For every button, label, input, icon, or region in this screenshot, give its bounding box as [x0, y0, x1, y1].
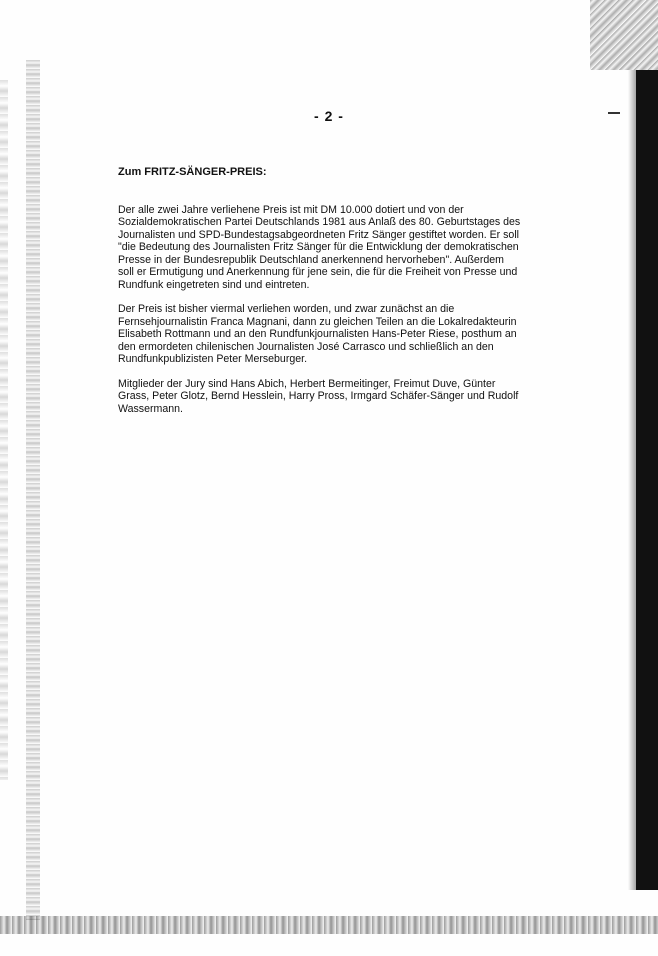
paragraph-prize-description [118, 204, 558, 292]
text-line: Rundfunk eingetreten sind und eintreten. [118, 278, 310, 291]
text-line: "die Bedeutung des Journalisten Fritz Sänger für die Entwicklung der demokratischen [118, 241, 519, 253]
text-line: soll er Ermutigung und Anerkennung für jene sein, die für die Freiheit von Presse und [118, 266, 518, 278]
text-line: Rundfunkpublizisten Peter Merseburger. [118, 353, 308, 365]
text-line: Der Preis ist bisher viermal verliehen worden, und zwar zunächst an die [118, 303, 455, 315]
text-line: Der alle zwei Jahre verliehene Preis ist mit DM 10.000 dotiert und von der [118, 203, 464, 216]
page-number: - 2 - [314, 108, 344, 124]
text-line: Sozialdemokratischen Partei Deutschlands 1981 aus Anlaß des 80. Geburtstages des [118, 216, 521, 228]
text-line: Presse in der Bundesrepublik Deutschland anerkennend hervorheben". Außerdem [118, 253, 504, 266]
scan-noise-left-outer [0, 80, 8, 780]
text-line: Elisabeth Rottmann und an den Rundfunkjournalisten Hans-Peter Riese, posthum an [118, 328, 517, 340]
text-line: den ermordeten chilenischen Journalisten José Carrasco und schließlich an den [118, 340, 494, 353]
text-line: Wassermann. [118, 402, 183, 415]
document-body [118, 166, 558, 427]
text-line: Journalisten und SPD-Bundestagsabgeordneten Fritz Sänger gestiftet worden. Er soll [118, 228, 520, 241]
scan-noise-corner [590, 0, 658, 70]
text-line: Mitglieder der Jury sind Hans Abich, Herbert Bermeitinger, Freimut Duve, Günter [118, 377, 496, 390]
scan-border-right [636, 70, 658, 890]
scan-shadow-right [628, 70, 636, 890]
paragraph-jury-members [118, 378, 558, 416]
text-line: Fernsehjournalistin Franca Magnani, dann zu gleichen Teilen an die Lokalredakteurin [118, 315, 517, 328]
text-line: Grass, Peter Glotz, Bernd Hesslein, Harry Pross, Irmgard Schäfer-Sänger und Rudolf [118, 390, 519, 402]
scan-noise-left [26, 60, 40, 920]
section-heading: Zum FRITZ-SÄNGER-PREIS: [118, 166, 267, 178]
paragraph-prize-winners [118, 303, 558, 366]
scan-noise-bottom [0, 916, 658, 934]
